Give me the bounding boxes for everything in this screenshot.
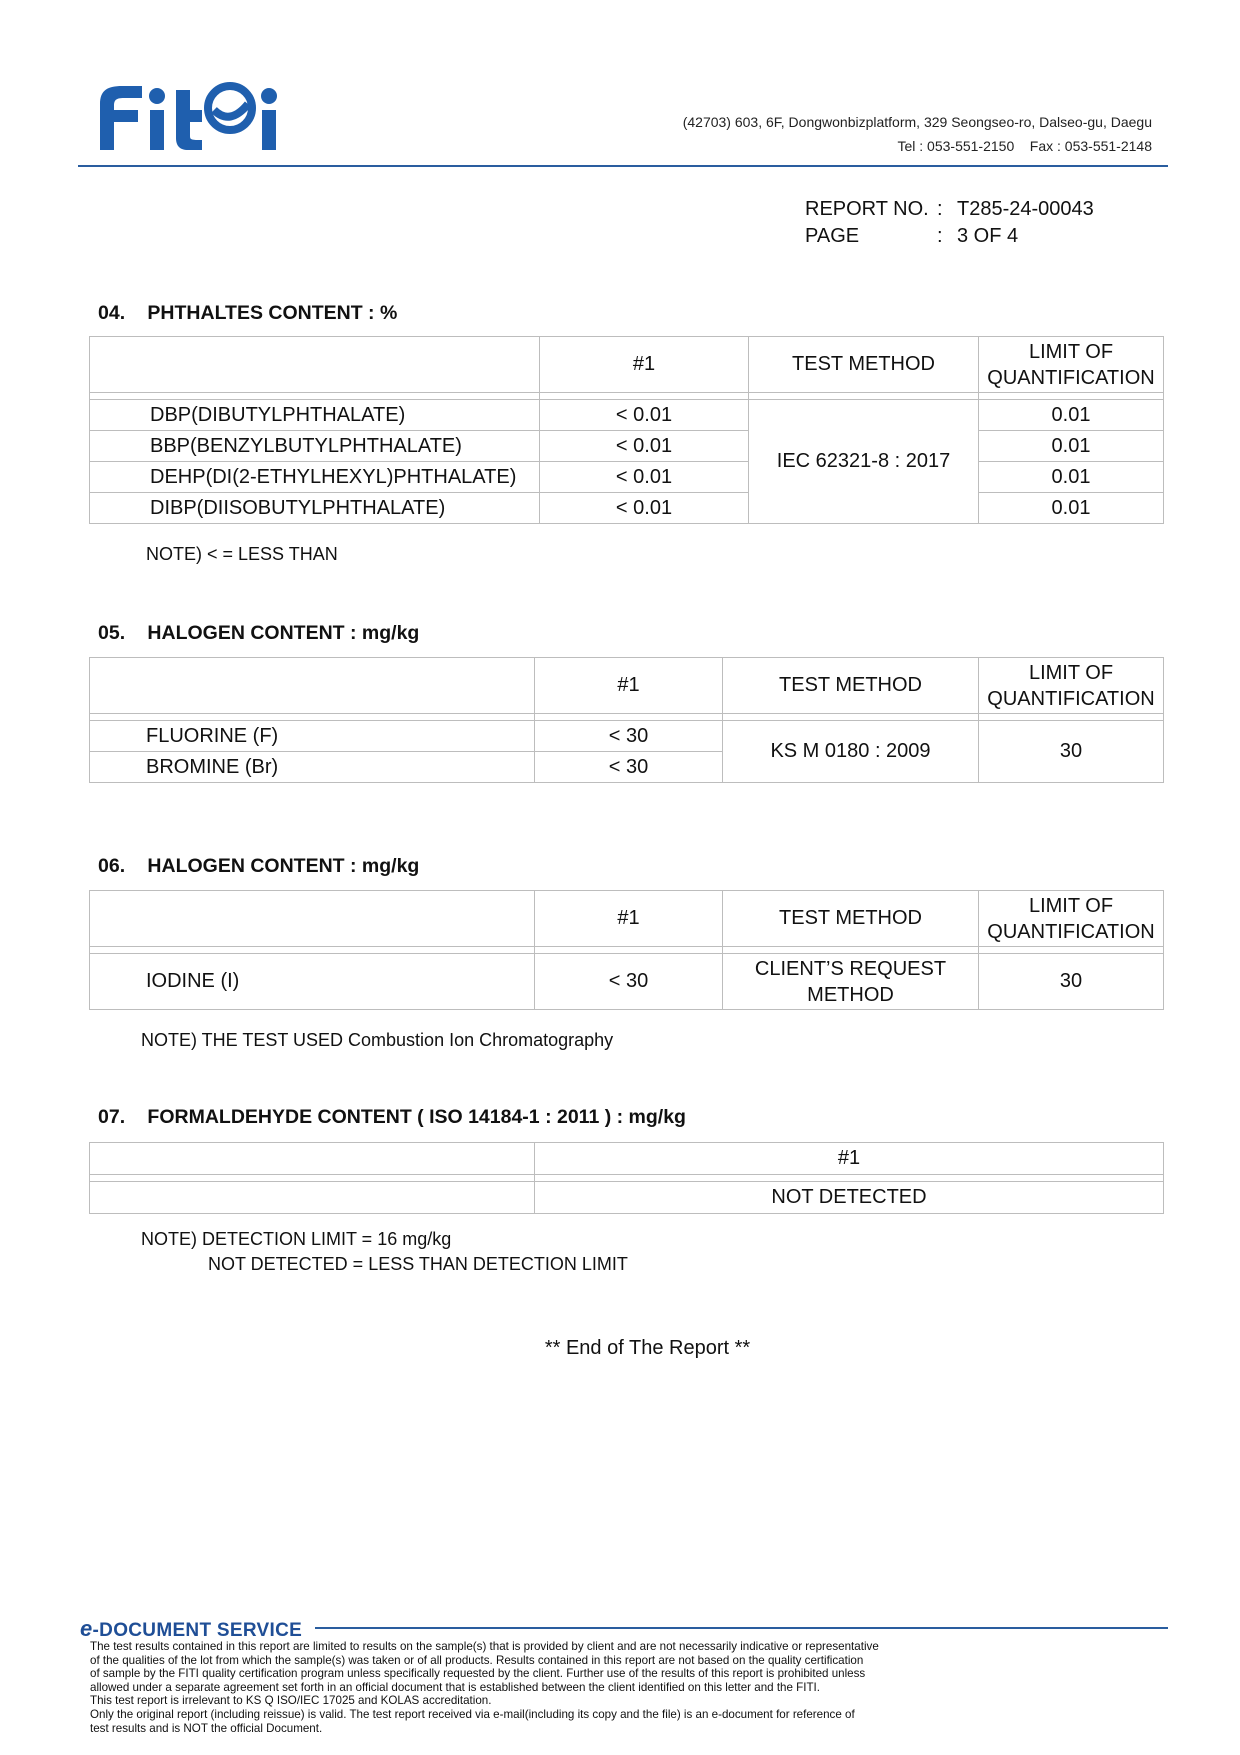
report-no-colon: : — [937, 198, 943, 220]
section-04-title: PHTHALTES CONTENT : % — [147, 302, 398, 324]
col-loq: LIMIT OF QUANTIFICATION — [979, 337, 1164, 393]
phthalates-table — [89, 336, 1164, 524]
substance-name: DBP(DIBUTYLPHTHALATE) — [90, 400, 540, 431]
result-value: < 0.01 — [540, 400, 749, 431]
header-empty-cell — [90, 1143, 535, 1175]
table-header-row — [90, 337, 1164, 393]
disclaimer-line: allowed under a separate agreement set forth in an official document that is established between the client identified on this letter and the FITI. — [90, 1680, 820, 1694]
substance-name: DEHP(DI(2-ETHYLHEXYL)PHTHALATE) — [90, 462, 540, 493]
col-sample-1: #1 — [535, 658, 723, 714]
section-06-title: HALOGEN CONTENT : mg/kg — [147, 855, 420, 877]
section-07-note-line2: NOT DETECTED = LESS THAN DETECTION LIMIT — [208, 1254, 628, 1274]
header-phone: Tel : 053-551-2150 Fax : 053-551-2148 — [897, 138, 1152, 154]
table-row — [90, 954, 1164, 1010]
col-test-method: TEST METHOD — [723, 891, 979, 947]
table-header-row — [90, 658, 1164, 714]
table-header-row — [90, 891, 1164, 947]
result-value: < 0.01 — [540, 462, 749, 493]
header-address: (42703) 603, 6F, Dongwonbizplatform, 329 Seongseo-ro, Dalseo-gu, Daegu — [682, 114, 1152, 130]
substance-name: IODINE (I) — [90, 954, 535, 1010]
disclaimer-line: test results and is NOT the official Document. — [90, 1721, 323, 1735]
page-colon: : — [937, 225, 943, 247]
page-value: 3 OF 4 — [957, 225, 1019, 247]
section-05-title: HALOGEN CONTENT : mg/kg — [147, 622, 420, 644]
fiti-logo — [92, 80, 282, 154]
table-row — [90, 400, 1164, 431]
section-07-title: FORMALDEHYDE CONTENT ( ISO 14184-1 : 2011 ) : mg/kg — [147, 1106, 686, 1128]
footer-disclaimer — [90, 1640, 990, 1735]
header-empty-cell — [90, 891, 535, 947]
edoc-label: -DOCUMENT SERVICE — [92, 1620, 303, 1641]
section-07-note-line1: NOTE) DETECTION LIMIT = 16 mg/kg — [141, 1229, 452, 1249]
edoc-prefix: e — [80, 1616, 93, 1641]
substance-name: BROMINE (Br) — [90, 752, 535, 783]
table-row — [90, 431, 1164, 462]
halogen-f-br-table — [89, 657, 1164, 783]
table-row — [90, 1182, 1164, 1214]
col-test-method: TEST METHOD — [749, 337, 979, 393]
table-header-row — [90, 1143, 1164, 1175]
col-sample-1: #1 — [535, 1143, 1164, 1175]
section-06-note: NOTE) THE TEST USED Combustion Ion Chromatography — [141, 1030, 614, 1050]
loq-value: 0.01 — [979, 431, 1164, 462]
substance-name: FLUORINE (F) — [90, 721, 535, 752]
col-sample-1: #1 — [540, 337, 749, 393]
section-05-number: 05. — [98, 622, 126, 644]
header-empty-cell — [90, 658, 535, 714]
test-method-value: IEC 62321-8 : 2017 — [749, 400, 979, 524]
result-value: < 0.01 — [540, 431, 749, 462]
disclaimer-line: of sample by the FITI quality certification program unless specifically requested by the client. Further use of the results of this report is prohibited unless — [90, 1667, 866, 1681]
section-04-note: NOTE) < = LESS THAN — [146, 544, 338, 564]
page-label: PAGE — [805, 225, 860, 247]
end-of-report: ** End of The Report ** — [544, 1337, 751, 1359]
loq-value: 0.01 — [979, 493, 1164, 524]
loq-value: 0.01 — [979, 462, 1164, 493]
section-07-heading — [98, 1106, 686, 1129]
section-04-heading — [98, 302, 397, 325]
halogen-iodine-table — [89, 890, 1164, 1010]
header-address-block — [683, 110, 1152, 158]
loq-value: 30 — [979, 721, 1164, 783]
section-05-heading — [98, 622, 419, 645]
substance-name: BBP(BENZYLBUTYLPHTHALATE) — [90, 431, 540, 462]
disclaimer-line: of the qualities of the lot from which the sample(s) was taken or of all products. Results contained in this report are not based on the quality certification — [90, 1653, 864, 1667]
test-method-value: KS M 0180 : 2009 — [723, 721, 979, 783]
substance-name: DIBP(DIISOBUTYLPHTHALATE) — [90, 493, 540, 524]
table-row — [90, 721, 1164, 752]
row-label-empty — [90, 1182, 535, 1214]
result-value: NOT DETECTED — [535, 1182, 1164, 1214]
col-loq: LIMIT OF QUANTIFICATION — [979, 891, 1164, 947]
result-value: < 30 — [535, 752, 723, 783]
header-empty-cell — [90, 337, 540, 393]
footer-divider — [315, 1627, 1168, 1629]
loq-value: 30 — [979, 954, 1164, 1010]
e-document-service-label — [80, 1616, 302, 1642]
col-test-method: TEST METHOD — [723, 658, 979, 714]
disclaimer-line: The test results contained in this report are limited to results on the sample(s) that is provided by client and are not necessarily indicative or representative — [90, 1640, 879, 1653]
section-06-number: 06. — [98, 855, 126, 877]
formaldehyde-table — [89, 1142, 1164, 1214]
report-info — [805, 196, 1094, 250]
report-no-value: T285-24-00043 — [957, 198, 1094, 220]
disclaimer-line: Only the original report (including reissue) is valid. The test report received via e-mail(including its copy and the file) is an e-document for reference of — [90, 1707, 855, 1721]
table-row — [90, 493, 1164, 524]
section-04-number: 04. — [98, 302, 126, 324]
report-no-label: REPORT NO. — [805, 198, 929, 220]
disclaimer-line: This test report is irrelevant to KS Q ISO/IEC 17025 and KOLAS accreditation. — [90, 1694, 492, 1708]
result-value: < 30 — [535, 721, 723, 752]
loq-value: 0.01 — [979, 400, 1164, 431]
table-row — [90, 462, 1164, 493]
section-07-number: 07. — [98, 1106, 126, 1128]
test-method-value: CLIENT’S REQUEST METHOD — [723, 954, 979, 1010]
col-sample-1: #1 — [535, 891, 723, 947]
header-divider — [78, 165, 1168, 167]
section-06-heading — [98, 855, 419, 878]
result-value: < 30 — [535, 954, 723, 1010]
result-value: < 0.01 — [540, 493, 749, 524]
col-loq: LIMIT OF QUANTIFICATION — [979, 658, 1164, 714]
